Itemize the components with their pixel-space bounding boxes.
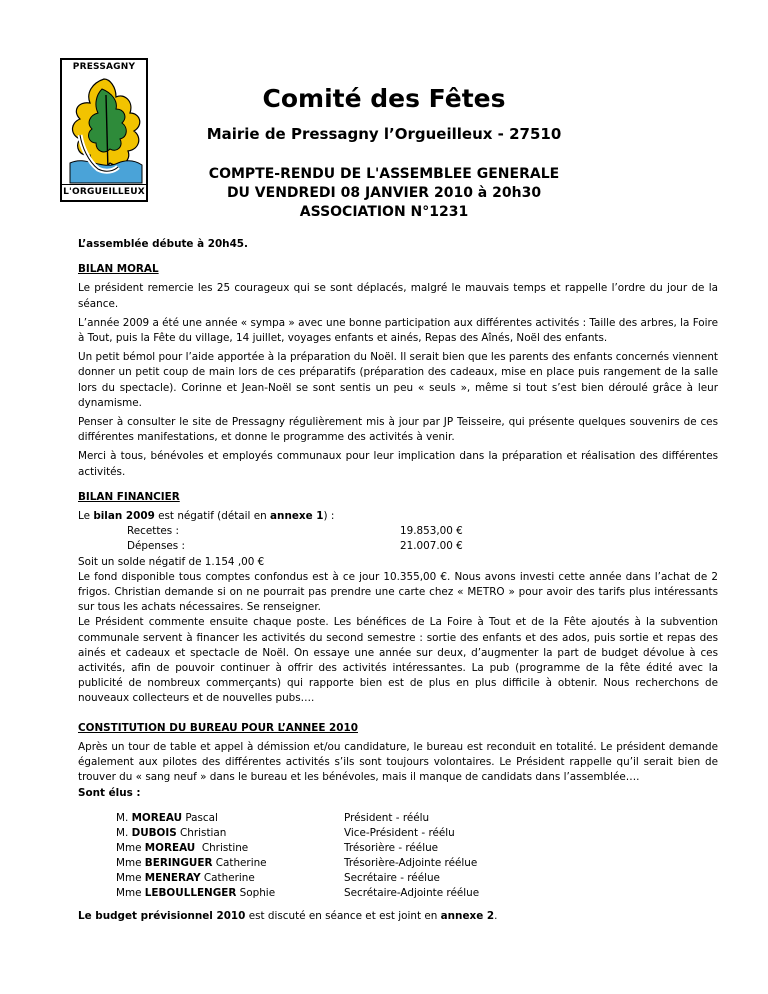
member-first-name: Sophie bbox=[236, 886, 276, 899]
bilan-2009-line bbox=[78, 509, 718, 524]
recettes-row bbox=[78, 524, 718, 539]
member-name bbox=[116, 886, 344, 901]
bureau-paragraph: Après un tour de table et appel à démission et/ou candidature, le bureau est reconduit en totalité. Le président demande également aux pilotes des différentes activités s’ils sont toujours volontaires. Le Président rappelle qu’il serait bien de trouver du « sang neuf » dans le bureau et les bénévoles, mais il manque de candidats dans l’assemblée…. bbox=[78, 740, 718, 784]
member-name bbox=[116, 871, 344, 886]
member-first-name: Christian bbox=[176, 826, 227, 839]
member-role: Trésorière - réélue bbox=[344, 841, 439, 854]
elus-label: Sont élus : bbox=[78, 786, 141, 799]
report-heading bbox=[0, 165, 768, 222]
intro-line: L’assemblée débute à 20h45. bbox=[78, 238, 248, 250]
member-civility: Mme bbox=[116, 886, 145, 899]
member-name bbox=[116, 856, 344, 871]
elected-members-list bbox=[116, 811, 718, 901]
budget-line bbox=[78, 909, 718, 924]
depenses-value: 21.007.00 € bbox=[400, 540, 463, 553]
member-civility: Mme bbox=[116, 871, 145, 884]
bilan-moral-paragraph-1: Le président remercie les 25 courageux qui se sont déplacés, malgré le mauvais temps et rappelle l’ordre du jour de la séance. bbox=[78, 282, 718, 310]
bilan-moral-paragraph-5: Merci à tous, bénévoles et employés communaux pour leur implication dans la préparation et réalisation des différentes activités. bbox=[78, 450, 718, 478]
bilan-financier-block bbox=[78, 509, 718, 707]
logo-bottom-text: L'ORGUEILLEUX bbox=[62, 184, 146, 200]
report-heading-line-2: DU VENDREDI 08 JANVIER 2010 à 20h30 bbox=[226, 185, 542, 201]
bureau-heading: CONSTITUTION DU BUREAU POUR L’ANNEE 2010 bbox=[78, 721, 358, 734]
member-first-name: Catherine bbox=[212, 856, 267, 869]
budget-term: Le budget prévisionnel 2010 bbox=[78, 909, 246, 922]
bilan-moral-paragraph-3: Un petit bémol pour l’aide apportée à la préparation du Noël. Il serait bien que les parents des enfants concernés viennent donner un petit coup de main lors de ces préparatifs (préparation des cadeaux, mise en place puis rangement de la salle lors du spectacle). Corinne et Jean-Noël se sont sentis un peu « seuls », même si tout s’est bien déroulé grâce à leur dynamisme. bbox=[78, 351, 718, 409]
solde-line: Soit un solde négatif de 1.154 ,00 € bbox=[78, 555, 265, 568]
member-name bbox=[116, 841, 344, 856]
member-first-name: Pascal bbox=[182, 811, 218, 824]
member-civility: Mme bbox=[116, 841, 145, 854]
member-civility: M. bbox=[116, 811, 132, 824]
bilan-financier-paragraph-2: Le fond disponible tous comptes confondus est à ce jour 10.355,00 €. Nous avons investi cette année dans l’achat de 2 frigos. Christian demande si on ne pourrait pas prendre une carte chez « METRO » pour avoir des tarifs plus intéressants sur tous les achats nécessaires. Se renseigner. bbox=[78, 570, 718, 614]
member-last-name: DUBOIS bbox=[131, 826, 177, 839]
member-role: Secrétaire - réélue bbox=[344, 871, 440, 884]
page-title: Comité des Fêtes bbox=[262, 84, 506, 113]
member-name bbox=[116, 826, 344, 841]
member-last-name: BERINGUER bbox=[144, 856, 213, 869]
bilan-2009-term: bilan 2009 bbox=[93, 510, 155, 523]
page-subtitle: Mairie de Pressagny l’Orgueilleux - 27510 bbox=[206, 125, 562, 143]
recettes-label: Recettes : bbox=[127, 525, 180, 538]
member-first-name: Catherine bbox=[200, 871, 255, 884]
text: ) : bbox=[323, 510, 335, 523]
member-role: Trésorière-Adjointe réélue bbox=[344, 856, 478, 869]
member-last-name: MOREAU bbox=[131, 811, 183, 824]
member-role: Secrétaire-Adjointe réélue bbox=[344, 886, 480, 899]
logo-top-text: PRESSAGNY bbox=[62, 60, 146, 76]
member-last-name: LEBOULLENGER bbox=[144, 886, 237, 899]
bilan-moral-heading: BILAN MORAL bbox=[78, 263, 159, 276]
bilan-moral-paragraph-2: L’année 2009 a été une année « sympa » avec une bonne participation aux différentes activités : Taille des arbres, la Foire à Tout, puis la Fête du village, 14 juillet, voyages enfants et ainés, Repas des Aînés, Noël des enfants. bbox=[78, 316, 718, 345]
bureau-block bbox=[78, 740, 718, 801]
text: . bbox=[494, 909, 498, 922]
member-last-name: MOREAU bbox=[144, 841, 196, 854]
member-last-name: MENERAY bbox=[144, 871, 201, 884]
member-role: Vice-Président - réélu bbox=[344, 826, 455, 839]
member-first-name: Christine bbox=[195, 841, 249, 854]
document-body bbox=[78, 237, 718, 928]
report-heading-line-1: COMPTE-RENDU DE L'ASSEMBLEE GENERALE bbox=[208, 166, 560, 182]
member-civility: M. bbox=[116, 826, 132, 839]
bilan-moral-paragraph-4: Penser à consulter le site de Pressagny régulièrement mis à jour par JP Teisseire, qui présente quelques souvenirs de ces différentes manifestations, et donne le programme des activités à venir. bbox=[78, 416, 718, 444]
member-role: Président - réélu bbox=[344, 811, 430, 824]
text: Le bbox=[78, 510, 94, 523]
member-civility: Mme bbox=[116, 856, 145, 869]
text: est négatif (détail en bbox=[154, 510, 271, 523]
bilan-financier-heading: BILAN FINANCIER bbox=[78, 490, 180, 503]
member-name bbox=[116, 811, 344, 826]
bilan-financier-paragraph-3: Le Président commente ensuite chaque poste. Les bénéfices de La Foire à Tout et de la Fête ajoutés à la subvention communale servent à financer les activités du second semestre : sortie des enfants et des ados, puis sortie et repas des ainés et cadeaux et spectacle de Noël. On essaye une année sur deux, d’augmenter la part de budget dévolue à ces activités, afin de pouvoir continuer à offrir des activités intéressantes. La pub (programme de la fête édité avec la publicité de nombreux commerçants) qui rapporte bien est de plus en plus difficile à obtenir. Nous recherchons de nouveaux collecteurs et de nouvelles pubs…. bbox=[78, 616, 718, 705]
text: est discuté en séance et est joint en bbox=[245, 909, 441, 922]
depenses-row bbox=[78, 539, 718, 554]
report-heading-line-3: ASSOCIATION N°1231 bbox=[299, 204, 469, 220]
recettes-value: 19.853,00 € bbox=[400, 525, 463, 538]
annexe-1-ref: annexe 1 bbox=[270, 510, 324, 523]
annexe-2-ref: annexe 2 bbox=[440, 909, 495, 922]
depenses-label: Dépenses : bbox=[127, 540, 185, 553]
